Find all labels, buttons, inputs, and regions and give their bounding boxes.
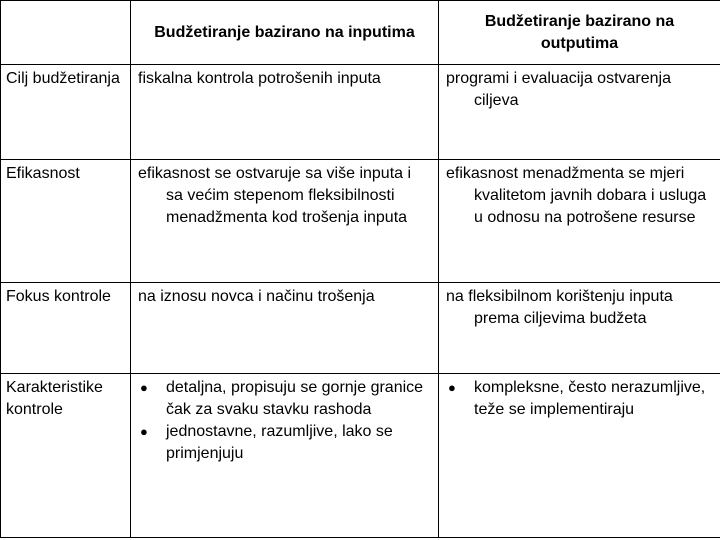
input-cell bbox=[131, 160, 439, 283]
output-cell bbox=[439, 374, 720, 538]
row-label: Cilj budžetiranja bbox=[1, 65, 131, 160]
cell-text: efikasnost menadžmenta se mjeri kvalitetom javnih dobara i usluga u odnosu na potrošene resurse bbox=[446, 165, 707, 226]
list-item-text: jednostavne, razumljive, lako se primjenjuju bbox=[166, 423, 393, 462]
row-label: Fokus kontrole bbox=[1, 283, 131, 374]
header-input-based: Budžetiranje bazirano na inputima bbox=[131, 1, 439, 65]
bullet-icon: ● bbox=[448, 380, 456, 395]
output-cell bbox=[439, 160, 720, 283]
cell-text: efikasnost se ostvaruje sa više inputa i sa većim stepenom fleksibilnosti menadžmenta kod trošenja inputa bbox=[138, 165, 412, 226]
row-label: Efikasnost bbox=[1, 160, 131, 283]
input-cell bbox=[131, 374, 439, 538]
output-cell bbox=[439, 65, 720, 160]
list-item-text: detaljna, propisuju se gornje granice čak za svaku stavku rashoda bbox=[166, 379, 424, 418]
bullet-list bbox=[446, 377, 714, 421]
table-row bbox=[1, 160, 720, 283]
list-item-text: kompleksne, često nerazumljive, teže se implementiraju bbox=[474, 379, 706, 418]
list-item bbox=[138, 377, 432, 421]
input-cell bbox=[131, 65, 439, 160]
bullet-icon: ● bbox=[140, 380, 148, 395]
input-cell bbox=[131, 283, 439, 374]
cell-text: na iznosu novca i načinu trošenja bbox=[138, 288, 375, 305]
bullet-icon: ● bbox=[140, 424, 148, 439]
header-row bbox=[1, 1, 720, 65]
bullet-list bbox=[138, 377, 432, 465]
header-output-based: Budžetiranje bazirano na outputima bbox=[439, 1, 720, 65]
corner-cell bbox=[1, 1, 131, 65]
table-row bbox=[1, 65, 720, 160]
cell-text: na fleksibilnom korištenju inputa prema ciljevima budžeta bbox=[446, 288, 673, 327]
cell-text: fiskalna kontrola potrošenih inputa bbox=[138, 70, 381, 87]
table-row bbox=[1, 283, 720, 374]
cell-text: programi i evaluacija ostvarenja ciljeva bbox=[446, 70, 671, 109]
table-row bbox=[1, 374, 720, 538]
row-label: Karakteristike kontrole bbox=[1, 374, 131, 538]
list-item bbox=[138, 421, 432, 465]
output-cell bbox=[439, 283, 720, 374]
list-item bbox=[446, 377, 714, 421]
